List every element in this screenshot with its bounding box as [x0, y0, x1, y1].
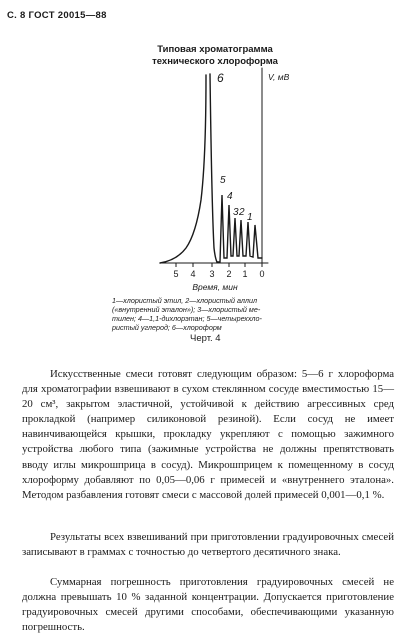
chart-title-line2: технического хлороформа: [152, 56, 278, 67]
x-tick-label: 0: [259, 269, 265, 279]
chloroform-tail-line: [210, 74, 217, 262]
peak-label-4: 4: [227, 191, 233, 202]
impurity-peaks: [217, 195, 262, 262]
legend-line-4: ристый углерод; 6—хлороформ: [112, 323, 222, 332]
peak-label-2: 2: [239, 207, 245, 218]
y-axis-label: V, мВ: [268, 72, 290, 82]
x-tick-label: 4: [190, 269, 196, 279]
legend-line-1: 1—хлористый этил, 2—хлористый аллил: [112, 296, 258, 305]
chromatogram-chart: [0, 0, 419, 300]
paragraph-1: Искусственные смеси готовят следующим образом: 5—6 г хлороформа для хроматографии взвешивают в сухом стеклянном сосуде вместимостью 15—20 см³, закрытом эластичной, устойчивой к действию агрессивных сред прокладкой (например силиконовой резиной). Если сосуд не имеет навинчивающейся крышки, прокладку укрепляют с помощью зажимного устройства любого типа (зажимные устройства не должны препятствовать вводу иглы микрошприца в сосуд). Микрошприцем к помещенному в сосуд хлороформу добавляют по 0,05—0,06 г примесей и «внутреннего эталона». Методом разбавления готовят смеси с массовой долей примесей 0,001—0,1 %.: [22, 368, 394, 501]
chloroform-rising-curve: [160, 75, 206, 263]
x-tick-label: 3: [209, 269, 215, 279]
page-header: С. 8 ГОСТ 20015—88: [7, 10, 107, 21]
peak-label-1: 1: [247, 212, 253, 223]
x-tick-label: 5: [173, 269, 179, 279]
x-axis-label: Время, мин: [192, 282, 238, 292]
legend-line-3: тилен; 4—1,1-дихлорэтан; 5—четыреххло-: [112, 314, 262, 323]
peak-label-3: 3: [233, 207, 239, 218]
x-tick-label: 2: [226, 269, 232, 279]
peak-label-6: 6: [217, 71, 224, 85]
paragraph-2: Результаты всех взвешиваний при приготовлении градуировочных смесей записывают в граммах с точностью до четвертого десятичного знака.: [22, 531, 394, 559]
legend-line-2: («внутренний эталон»); 3—хлористый ме-: [112, 305, 261, 314]
x-tick-label: 1: [242, 269, 248, 279]
peak-label-5: 5: [220, 175, 226, 186]
chart-title-line1: Типовая хроматограмма: [157, 44, 273, 55]
paragraph-3: Суммарная погрешность приготовления градуировочных смесей не должна превышать 10 % заданной концентрации. Допускается приготовление градуировочных смесей другими способами, обеспечивающими указанную погрешность.: [22, 576, 394, 634]
figure-label: Черт. 4: [190, 333, 221, 344]
